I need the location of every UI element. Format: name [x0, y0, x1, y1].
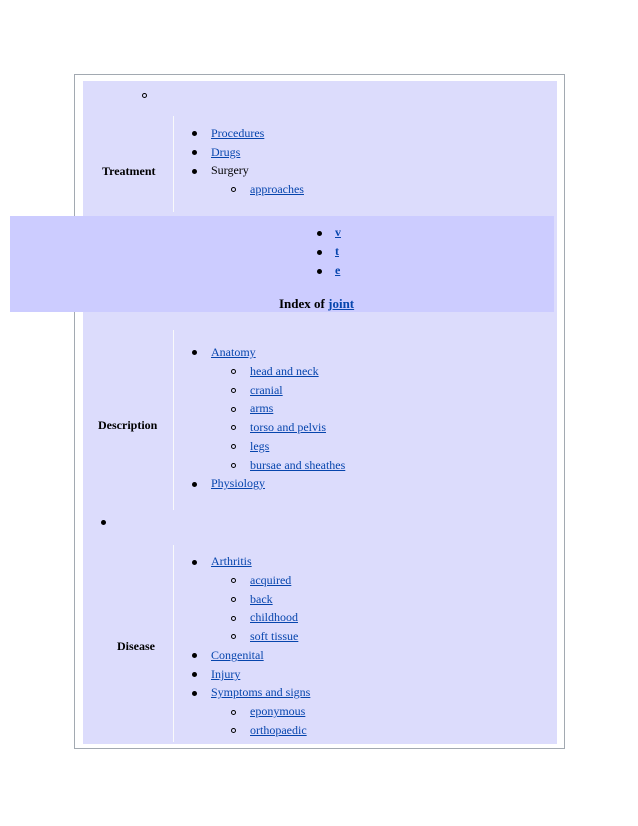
bullet — [192, 482, 197, 487]
bullet — [192, 350, 197, 355]
link-physiology[interactable]: Physiology — [211, 476, 266, 490]
link-back[interactable]: back — [250, 592, 273, 606]
link-eponymous[interactable]: eponymous — [250, 704, 306, 718]
link-approaches[interactable]: approaches — [250, 182, 304, 196]
link-drugs[interactable]: Drugs — [211, 145, 241, 159]
title-link-joint[interactable]: joint — [328, 296, 355, 311]
group-label-disease: Disease — [117, 639, 155, 653]
link-head-and-neck[interactable]: head and neck — [250, 364, 319, 378]
link-arthritis[interactable]: Arthritis — [211, 554, 252, 568]
group-label-description: Description — [98, 418, 158, 432]
sub-bullet — [231, 369, 236, 374]
empty-sub-bullet — [142, 93, 147, 98]
sub-bullet — [231, 578, 236, 583]
bullet — [192, 653, 197, 658]
navbar-edit-link[interactable]: e — [335, 263, 341, 277]
link-anatomy[interactable]: Anatomy — [211, 345, 256, 359]
navbar-view-link[interactable]: v — [335, 225, 341, 239]
link-torso-and-pelvis[interactable]: torso and pelvis — [250, 420, 326, 434]
group-label-treatment: Treatment — [102, 164, 156, 178]
sub-bullet — [231, 407, 236, 412]
bullet — [317, 250, 322, 255]
link-symptoms-and-signs[interactable]: Symptoms and signs — [211, 685, 311, 699]
bullet — [192, 169, 197, 174]
sub-bullet — [231, 616, 236, 621]
navbox-title — [279, 296, 354, 312]
empty-bullet — [101, 520, 106, 525]
bullet — [192, 672, 197, 677]
bullet — [192, 150, 197, 155]
link-bursae-and-sheathes[interactable]: bursae and sheathes — [250, 458, 346, 472]
link-acquired[interactable]: acquired — [250, 573, 292, 587]
bullet — [192, 560, 197, 565]
group-divider — [173, 116, 174, 212]
link-arms[interactable]: arms — [250, 401, 274, 415]
link-procedures[interactable]: Procedures — [211, 126, 265, 140]
link-congenital[interactable]: Congenital — [211, 648, 264, 662]
link-legs[interactable]: legs — [250, 439, 270, 453]
bullet — [192, 131, 197, 136]
sub-bullet — [231, 710, 236, 715]
group-divider — [173, 545, 174, 742]
sub-bullet — [231, 597, 236, 602]
sub-bullet — [231, 728, 236, 733]
link-cranial[interactable]: cranial — [250, 383, 283, 397]
link-soft-tissue[interactable]: soft tissue — [250, 629, 299, 643]
bullet — [317, 269, 322, 274]
bullet — [317, 231, 322, 236]
bullet — [192, 691, 197, 696]
link-injury[interactable]: Injury — [211, 667, 241, 681]
sub-bullet — [231, 388, 236, 393]
sub-bullet — [231, 425, 236, 430]
sub-bullet — [231, 187, 236, 192]
sub-bullet — [231, 634, 236, 639]
title-prefix: Index of — [279, 296, 325, 311]
group-divider — [173, 330, 174, 510]
sub-bullet — [231, 463, 236, 468]
navbar-talk-link[interactable]: t — [335, 244, 339, 258]
link-childhood[interactable]: childhood — [250, 610, 298, 624]
link-orthopaedic[interactable]: orthopaedic — [250, 723, 307, 737]
sub-bullet — [231, 444, 236, 449]
label-surgery: Surgery — [211, 163, 249, 177]
